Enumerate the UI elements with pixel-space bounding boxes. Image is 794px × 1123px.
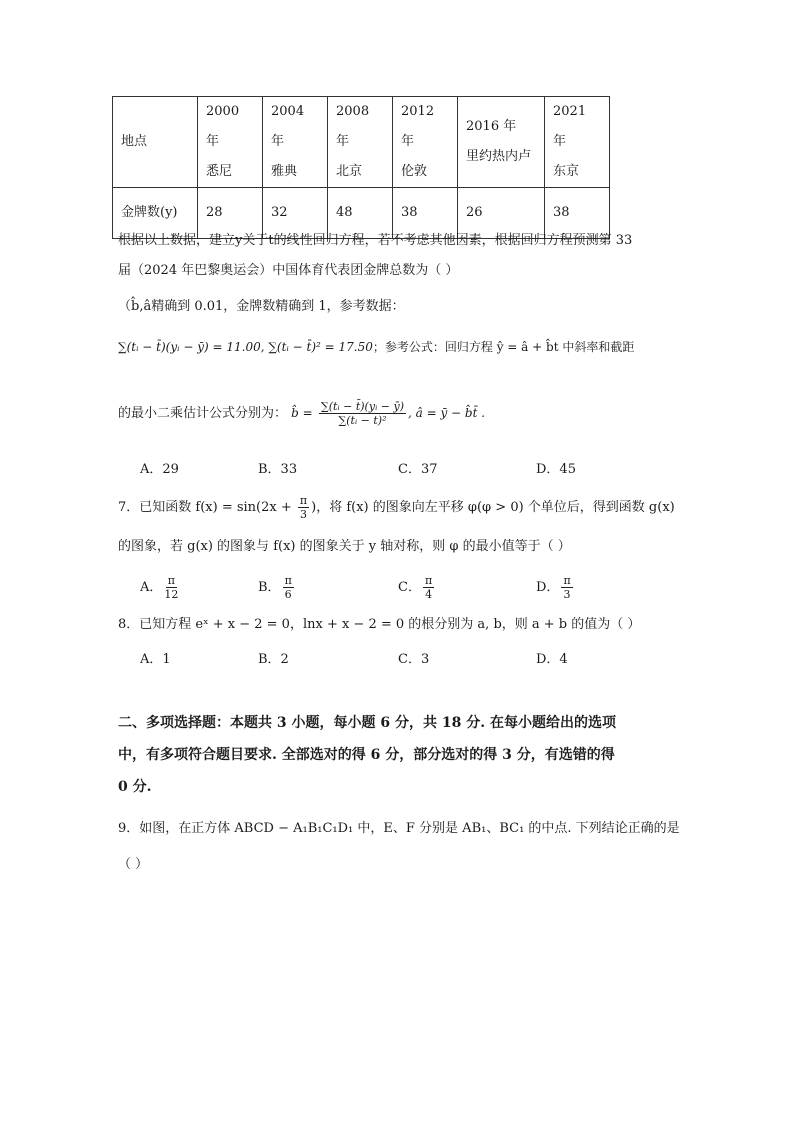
- section2-heading-line1: 二、多项选择题：本题共 3 小题，每小题 6 分，共 18 分. 在每小题给出的选项: [118, 715, 616, 731]
- table-header-cell: 2012 年 伦敦: [393, 97, 458, 188]
- table-cell: 26: [458, 188, 545, 239]
- table-cell: 32: [263, 188, 328, 239]
- q8-text: 8．已知方程 eˣ + x − 2 = 0，lnx + x − 2 = 0 的根分别为 a, b，则 a + b 的值为（ ）: [118, 617, 641, 632]
- q6-option-c: C．37: [398, 462, 438, 477]
- medal-table: [112, 96, 610, 239]
- q8-option-b: B．2: [258, 652, 289, 667]
- q7-option-d: D． $\frac{\pi}{3}$: [536, 574, 571, 601]
- table-header-row: [113, 97, 610, 188]
- q6-text-line4: 的最小二乘估计公式分别为：: [118, 406, 288, 421]
- section2-heading-line3: 0 分.: [118, 779, 152, 795]
- table-cell: 48: [328, 188, 393, 239]
- q6-formula-b: [319, 400, 406, 427]
- section2-heading-line2: 中，有多项符合题目要求. 全部选对的得 6 分，部分选对的得 3 分，有选错的得: [118, 747, 615, 763]
- q7-frac-den: 3: [300, 508, 307, 521]
- q6-formula-line: 的最小二乘估计公式分别为： b̂ = $\frac{\text{∑(tᵢ − t̄)(yᵢ − ȳ)}}{\text{∑(tᵢ − t̄)²}}$ , â = ȳ − b̂t̄ .: [118, 400, 486, 427]
- table-cell: 38: [393, 188, 458, 239]
- table-header-cell: 2008 年 北京: [328, 97, 393, 188]
- q6-option-a: A．29: [140, 462, 179, 477]
- table-row: [113, 188, 610, 239]
- q9-text-line2: （ ）: [118, 857, 149, 872]
- table-header-cell: 2000 年 悉尼: [198, 97, 263, 188]
- formula-b-denominator: ∑(tᵢ − t̄)²: [338, 414, 387, 427]
- q7-option-b: B． $\frac{\pi}{6}$: [258, 574, 292, 601]
- table-header-cell: 2004 年 雅典: [263, 97, 328, 188]
- q7-option-a: A． $\frac{\pi}{12}$: [140, 574, 179, 601]
- q7-frac: [298, 494, 309, 521]
- table-cell: 38: [545, 188, 610, 239]
- table-cell: 28: [198, 188, 263, 239]
- q7-frac-num: π: [299, 494, 308, 507]
- q6-text-line1: 根据以上数据，建立y关于t的线性回归方程，若不考虑其他因素，根据回归方程预测第 33: [118, 233, 633, 248]
- q7-text-line2: 的图象，若 g(x) 的图象与 f(x) 的图象关于 y 轴对称，则 φ 的最小值等于（ ）: [118, 539, 571, 554]
- q6-reference-data: ∑(tᵢ − t̄)(yᵢ − ȳ) = 11.00, ∑(tᵢ − t̄)² = 17.50: [118, 340, 373, 354]
- q6-option-b: B．33: [258, 462, 298, 477]
- formula-b-numerator: ∑(tᵢ − t̄)(yᵢ − ȳ): [320, 400, 404, 413]
- q7-text-part2: )，将 f(x) 的图象向左平移 φ(φ > 0) 个单位后，得到函数 g(x): [311, 500, 675, 515]
- q6-option-d: D．45: [536, 462, 576, 477]
- q7-text-part1: 7．已知函数 f(x) = sin(2x +: [118, 500, 296, 515]
- q9-text-line1: 9．如图，在正方体 ABCD − A₁B₁C₁D₁ 中，E、F 分别是 AB₁、BC₁ 的中点. 下列结论正确的是: [118, 821, 680, 836]
- q8-option-d: D．4: [536, 652, 568, 667]
- q6-formula-label: ；参考公式：回归方程 ŷ = â + b̂t 中斜率和截距: [372, 340, 635, 354]
- table-header-cell: 2021 年 东京: [545, 97, 610, 188]
- table-row-label: 金牌数(y): [113, 188, 198, 239]
- q6-text-line3: （b̂,â精确到 0.01，金牌数精确到 1，参考数据：: [118, 299, 405, 314]
- q8-option-a: A．1: [140, 652, 171, 667]
- q7-text-line1: [118, 494, 675, 521]
- table-header-cell: 2016 年 里约热内卢: [458, 97, 545, 188]
- q6-formula-a: , â = ȳ − b̂t̄ .: [408, 406, 486, 420]
- q6-reference-line: [118, 338, 634, 356]
- table-header-label: 地点: [113, 97, 198, 188]
- q8-option-c: C．3: [398, 652, 430, 667]
- q6-text-line2: 届（2024 年巴黎奥运会）中国体育代表团金牌总数为（ ）: [118, 263, 459, 278]
- q7-option-c: C． $\frac{\pi}{4}$: [398, 574, 433, 601]
